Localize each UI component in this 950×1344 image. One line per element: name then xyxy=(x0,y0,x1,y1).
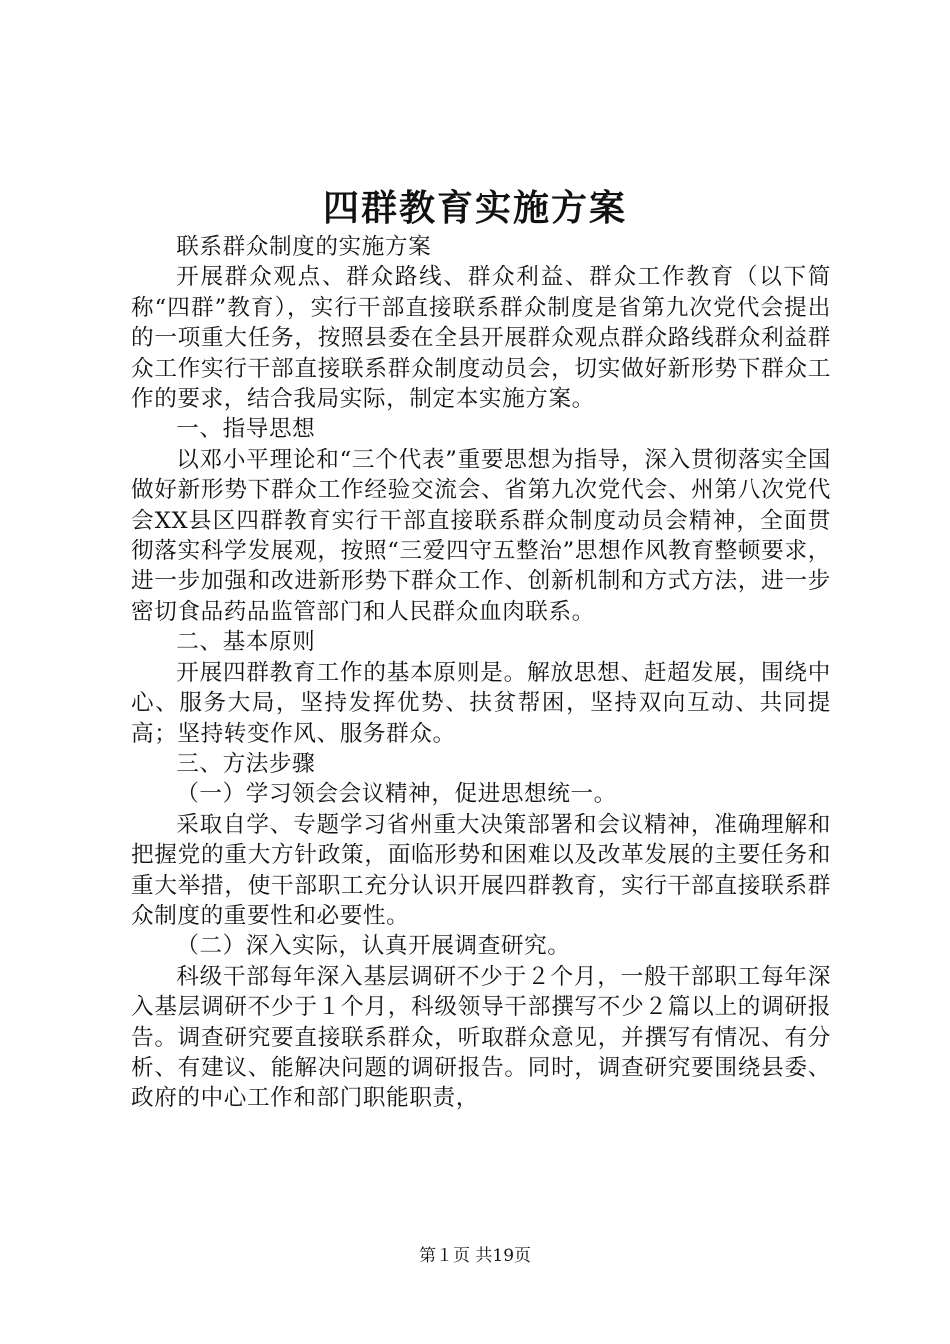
paragraph-basic-principles: 开展四群教育工作的基本原则是。解放思想、赶超发展，围绕中心、服务大局，坚持发挥优势、扶贫帮困，坚持双向互动、共同提高；坚持转变作风、服务群众。 xyxy=(131,659,831,747)
document-body xyxy=(131,232,831,1114)
section-heading-guiding-thought: 一、指导思想 xyxy=(176,416,316,443)
page-footer: 第１页 共19页 xyxy=(418,1246,532,1266)
document-subtitle: 联系群众制度的实施方案 xyxy=(176,234,432,260)
paragraph-research: 科级干部每年深入基层调研不少于２个月，一般干部职工每年深入基层调研不少于１个月，科级领导干部撰写不少２篇以上的调研报告。调查研究要直接联系群众，听取群众意见，并撰写有情况、有分析、有建议、能解决问题的调研报告。同时，调查研究要围绕县委、政府的中心工作和部门职能职责， xyxy=(131,963,831,1112)
document-title: 四群教育实施方案 xyxy=(322,187,627,229)
paragraph-guiding-thought: 以邓小平理论和“三个代表”重要思想为指导，深入贯彻落实全国做好新形势下群众工作经验交流会、省第九次党代会、州第八次党代会XX县区四群教育实行干部直接联系群众制度动员会精神，全面贯彻落实科学发展观，按照“三爱四守五整治”思想作风教育整顿要求，进一步加强和改进新形势下群众工作、创新机制和方式方法，进一步密切食品药品监管部门和人民群众血肉联系。 xyxy=(131,446,831,625)
section-heading-methods-steps: 三、方法步骤 xyxy=(176,750,316,777)
section-heading-basic-principles: 二、基本原则 xyxy=(176,629,316,656)
subsection-heading-research: （二）深入实际，认真开展调查研究。 xyxy=(176,933,571,960)
subsection-heading-study: （一）学习领会会议精神，促进思想统一。 xyxy=(176,781,617,808)
paragraph-intro: 开展群众观点、群众路线、群众利益、群众工作教育（以下简称“四群”教育），实行干部直接联系群众制度是省第九次党代会提出的一项重大任务，按照县委在全县开展群众观点群众路线群众利益群众工作实行干部直接联系群众制度动员会，切实做好新形势下群众工作的要求，结合我局实际，制定本实施方案。 xyxy=(131,264,831,413)
paragraph-study: 采取自学、专题学习省州重大决策部署和会议精神，准确理解和把握党的重大方针政策，面临形势和困难以及改革发展的主要任务和重大举措，使干部职工充分认识开展四群教育，实行干部直接联系群众制度的重要性和必要性。 xyxy=(131,811,831,929)
